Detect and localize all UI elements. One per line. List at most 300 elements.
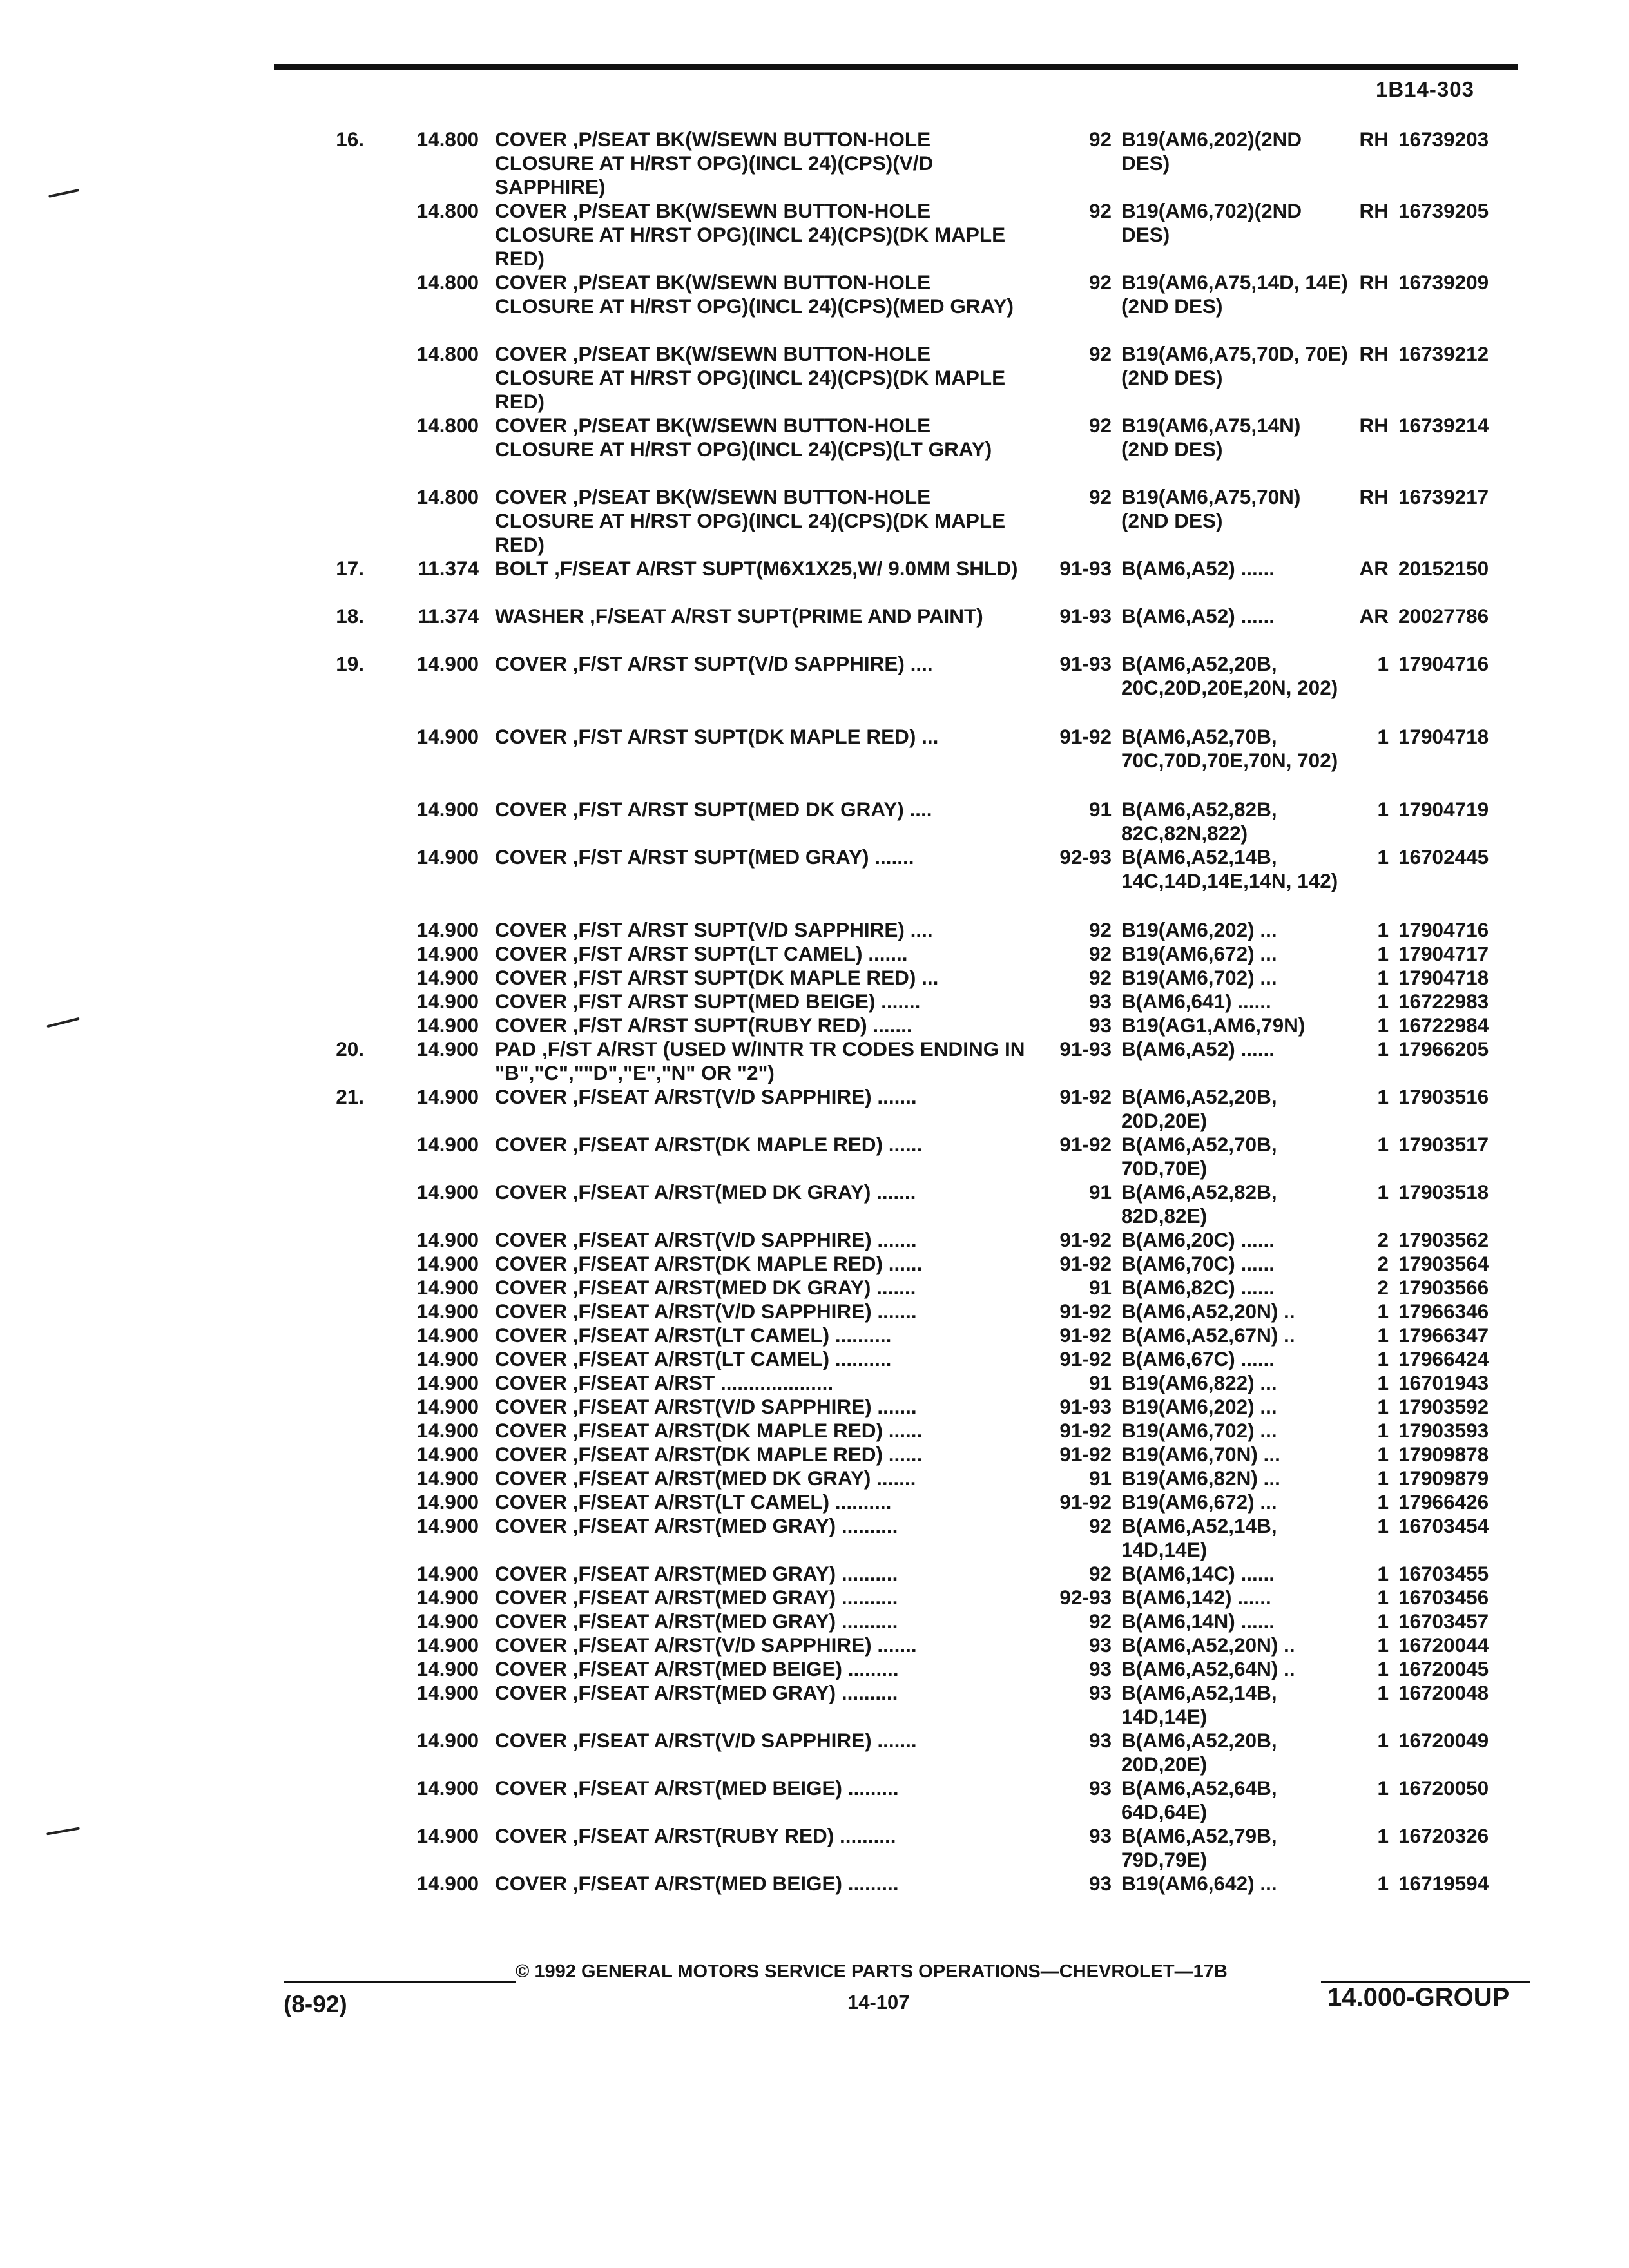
group-number: 14.800 [416, 128, 479, 151]
part-description [495, 1610, 1030, 1633]
model-year: 92 [1088, 966, 1112, 989]
part-number: 16722984 [1398, 1014, 1489, 1037]
part-detail: ,F/SEAT A/RST(MED DK GRAY) ....... [572, 1276, 916, 1299]
group-number: 14.900 [416, 1014, 479, 1037]
model-code: B19(AM6,702) ... [1121, 1419, 1277, 1442]
model-year: 91 [1088, 1276, 1112, 1299]
group-number: 14.900 [416, 918, 479, 941]
part-name: COVER [495, 1300, 568, 1323]
part-number: 16703454 [1398, 1514, 1489, 1537]
part-description [495, 1729, 1030, 1753]
quantity: 1 [1377, 1562, 1389, 1585]
table-row [0, 845, 1629, 917]
quantity: 1 [1377, 798, 1389, 821]
model-code: B(AM6,A52) ...... [1121, 557, 1275, 580]
part-number: 16739205 [1398, 199, 1489, 222]
group-label: 14.000-GROUP [1327, 1983, 1510, 2012]
part-detail: ,F/SEAT A/RST(MED BEIGE) ......... [572, 1776, 899, 1800]
part-name: COVER [495, 798, 568, 821]
quantity: 1 [1377, 1490, 1389, 1514]
group-number: 14.900 [416, 725, 479, 748]
table-row [0, 1681, 1629, 1729]
model-code: B(AM6,A52,79B, 79D,79E) [1121, 1824, 1277, 1871]
quantity: 1 [1377, 942, 1389, 965]
group-number: 14.900 [416, 1514, 479, 1537]
table-row [0, 128, 1629, 199]
part-number: 16720049 [1398, 1729, 1489, 1752]
model-code: B19(AM6,A75,14D, 14E)(2ND DES) [1121, 271, 1348, 318]
part-description [495, 1276, 1030, 1300]
part-name: BOLT [495, 557, 549, 580]
quantity: 1 [1377, 1610, 1389, 1633]
page-number: 14-107 [847, 1991, 910, 2013]
part-description [495, 271, 1030, 318]
group-number: 14.900 [416, 1681, 479, 1704]
table-row [0, 1872, 1629, 1896]
quantity: RH [1359, 342, 1389, 365]
item-number: 21. [336, 1085, 364, 1108]
part-description [495, 725, 1030, 749]
part-detail: ,P/SEAT BK(W/SEWN BUTTON-HOLE CLOSURE AT H/RST OPG)(INCL 24)(CPS)(DK MAPLE RED) [495, 199, 1006, 270]
part-number: 17903516 [1398, 1085, 1489, 1108]
part-detail: ,F/SEAT A/RST(DK MAPLE RED) ...... [572, 1443, 923, 1466]
table-row [0, 1180, 1629, 1228]
model-code: B(AM6,A52,20N) .. [1121, 1300, 1295, 1323]
group-number: 14.900 [416, 1610, 479, 1633]
model-year: 92 [1088, 1610, 1112, 1633]
part-detail: ,F/SEAT A/RST(MED GRAY) .......... [572, 1514, 898, 1537]
model-code: B(AM6,A52) ...... [1121, 1037, 1275, 1061]
part-name: COVER [495, 652, 568, 675]
part-detail: ,F/ST A/RST SUPT(DK MAPLE RED) ... [572, 966, 939, 989]
group-number: 14.800 [416, 414, 479, 437]
model-year: 92-93 [1059, 1586, 1112, 1609]
model-code: B19(AM6,642) ... [1121, 1872, 1277, 1895]
group-number: 14.800 [416, 485, 479, 508]
part-name: COVER [495, 1586, 568, 1609]
table-row [0, 1419, 1629, 1443]
part-number: 17966205 [1398, 1037, 1489, 1061]
quantity: 1 [1377, 1133, 1389, 1156]
part-number: 17904718 [1398, 725, 1489, 748]
model-year: 92 [1088, 485, 1112, 508]
model-code: B(AM6,20C) ...... [1121, 1228, 1275, 1251]
part-number: 16722983 [1398, 990, 1489, 1013]
group-number: 14.900 [416, 966, 479, 989]
part-detail: ,F/SEAT A/RST(LT CAMEL) .......... [572, 1347, 892, 1370]
quantity: 1 [1377, 1395, 1389, 1418]
group-number: 14.900 [416, 1323, 479, 1347]
revision-date: (8-92) [284, 1991, 347, 2017]
model-year: 93 [1088, 1776, 1112, 1800]
group-number: 14.900 [416, 990, 479, 1013]
part-number: 17909879 [1398, 1466, 1489, 1490]
part-name: COVER [495, 128, 568, 151]
part-number: 17904719 [1398, 798, 1489, 821]
model-code: B(AM6,A52,64B, 64D,64E) [1121, 1776, 1277, 1823]
group-number: 11.374 [418, 604, 479, 628]
table-row [0, 990, 1629, 1014]
model-code: B19(AM6,70N) ... [1121, 1443, 1280, 1466]
model-year: 92 [1088, 918, 1112, 941]
table-row [0, 1610, 1629, 1633]
model-code: B19(AM6,702) ... [1121, 966, 1277, 989]
part-number: 16739212 [1398, 342, 1489, 365]
group-number: 14.800 [416, 199, 479, 222]
quantity: 2 [1377, 1252, 1389, 1275]
part-description [495, 1443, 1030, 1466]
model-code: B(AM6,142) ...... [1121, 1586, 1271, 1609]
model-year: 93 [1088, 990, 1112, 1013]
part-number: 16739203 [1398, 128, 1489, 151]
part-detail: ,F/SEAT A/RST(MED BEIGE) ......... [572, 1872, 899, 1895]
part-name: COVER [495, 845, 568, 869]
part-detail: ,P/SEAT BK(W/SEWN BUTTON-HOLE CLOSURE AT H/RST OPG)(INCL 24)(CPS)(MED GRAY) [495, 271, 1014, 318]
group-number: 14.900 [416, 1133, 479, 1156]
model-year: 91-92 [1059, 1347, 1112, 1370]
part-number: 16701943 [1398, 1371, 1489, 1394]
model-year: 91-93 [1059, 1037, 1112, 1061]
model-code: B(AM6,A52) ...... [1121, 604, 1275, 628]
table-row [0, 1729, 1629, 1776]
part-name: COVER [495, 1633, 568, 1657]
model-year: 91 [1088, 1466, 1112, 1490]
quantity: 1 [1377, 1729, 1389, 1752]
model-code: B19(AM6,702)(2ND DES) [1121, 199, 1302, 246]
group-number: 14.900 [416, 1562, 479, 1585]
model-year: 92 [1088, 271, 1112, 294]
part-description [495, 845, 1030, 869]
group-number: 14.900 [416, 1633, 479, 1657]
part-description [495, 990, 1030, 1014]
model-code: B(AM6,70C) ...... [1121, 1252, 1275, 1275]
part-number: 17903566 [1398, 1276, 1489, 1299]
model-year: 91-92 [1059, 1228, 1112, 1251]
part-description [495, 798, 1030, 822]
item-number: 18. [336, 604, 364, 628]
group-number: 14.900 [416, 1347, 479, 1370]
group-number: 11.374 [418, 557, 479, 580]
table-row [0, 1037, 1629, 1085]
part-description [495, 1228, 1030, 1252]
model-year: 91-92 [1059, 1133, 1112, 1156]
part-number: 16719594 [1398, 1872, 1489, 1895]
part-detail: ,F/SEAT A/RST SUPT(M6X1X25,W/ 9.0MM SHLD) [554, 557, 1018, 580]
part-description [495, 604, 1030, 628]
part-description [495, 1633, 1030, 1657]
table-row [0, 1490, 1629, 1514]
group-number: 14.900 [416, 1776, 479, 1800]
part-detail: ,F/ST A/RST SUPT(V/D SAPPHIRE) .... [572, 652, 933, 675]
group-number: 14.900 [416, 1371, 479, 1394]
part-name: COVER [495, 1395, 568, 1418]
part-name: COVER [495, 271, 568, 294]
group-number: 14.900 [416, 1276, 479, 1299]
part-detail: ,F/SEAT A/RST(V/D SAPPHIRE) ....... [572, 1395, 917, 1418]
model-code: B19(AG1,AM6,79N) [1121, 1014, 1306, 1037]
model-year: 91-92 [1059, 725, 1112, 748]
part-name: COVER [495, 1776, 568, 1800]
group-number: 14.900 [416, 1824, 479, 1847]
part-name: COVER [495, 1419, 568, 1442]
quantity: 2 [1377, 1228, 1389, 1251]
part-detail: ,P/SEAT BK(W/SEWN BUTTON-HOLE CLOSURE AT H/RST OPG)(INCL 24)(CPS)(LT GRAY) [495, 414, 992, 461]
part-detail: ,F/SEAT A/RST(MED DK GRAY) ....... [572, 1180, 916, 1204]
part-detail: ,F/SEAT A/RST(V/D SAPPHIRE) ....... [572, 1228, 917, 1251]
part-detail: ,F/ST A/RST (USED W/INTR TR CODES ENDING IN "B","C",""D","E","N" OR "2") [495, 1037, 1025, 1084]
quantity: 1 [1377, 1323, 1389, 1347]
table-row [0, 1276, 1629, 1300]
table-row [0, 1228, 1629, 1252]
model-year: 93 [1088, 1014, 1112, 1037]
model-year: 93 [1088, 1872, 1112, 1895]
table-row [0, 1395, 1629, 1419]
model-year: 93 [1088, 1657, 1112, 1680]
part-number: 17903593 [1398, 1419, 1489, 1442]
model-code: B(AM6,A52,20B, 20C,20D,20E,20N, 202) [1121, 652, 1338, 699]
part-detail: ,F/SEAT A/RST(MED GRAY) .......... [572, 1610, 898, 1633]
table-row [0, 1085, 1629, 1133]
model-year: 91-93 [1059, 652, 1112, 675]
model-year: 91-92 [1059, 1443, 1112, 1466]
part-description [495, 1490, 1030, 1514]
part-number: 17966426 [1398, 1490, 1489, 1514]
part-name: COVER [495, 1443, 568, 1466]
model-year: 93 [1088, 1681, 1112, 1704]
part-description [495, 1776, 1030, 1800]
part-detail: ,F/SEAT A/RST(V/D SAPPHIRE) ....... [572, 1729, 917, 1752]
part-detail: ,F/SEAT A/RST(V/D SAPPHIRE) ....... [572, 1300, 917, 1323]
table-row [0, 414, 1629, 485]
model-code: B19(AM6,A75,70N) (2ND DES) [1121, 485, 1301, 532]
part-detail: ,F/SEAT A/RST(MED BEIGE) ......... [572, 1657, 899, 1680]
model-code: B(AM6,14N) ...... [1121, 1610, 1275, 1633]
part-description [495, 1657, 1030, 1681]
part-detail: ,F/SEAT A/RST(V/D SAPPHIRE) ....... [572, 1633, 917, 1657]
part-description [495, 1562, 1030, 1586]
model-year: 93 [1088, 1729, 1112, 1752]
quantity: 1 [1377, 1466, 1389, 1490]
part-name: COVER [495, 990, 568, 1013]
model-year: 91-92 [1059, 1419, 1112, 1442]
group-number: 14.900 [416, 1252, 479, 1275]
part-detail: ,F/SEAT A/RST(MED GRAY) .......... [572, 1586, 898, 1609]
part-number: 16720050 [1398, 1776, 1489, 1800]
part-name: COVER [495, 725, 568, 748]
part-number: 16720044 [1398, 1633, 1489, 1657]
model-year: 91 [1088, 1180, 1112, 1204]
part-number: 20027786 [1398, 604, 1489, 628]
table-row [0, 1657, 1629, 1681]
part-detail: ,F/ST A/RST SUPT(LT CAMEL) ....... [572, 942, 908, 965]
part-description [495, 1824, 1030, 1848]
quantity: 1 [1377, 1872, 1389, 1895]
part-number: 17903592 [1398, 1395, 1489, 1418]
table-row [0, 1443, 1629, 1466]
quantity: 2 [1377, 1276, 1389, 1299]
part-number: 16739209 [1398, 271, 1489, 294]
model-year: 93 [1088, 1824, 1112, 1847]
model-code: B(AM6,A52,70B, 70D,70E) [1121, 1133, 1277, 1180]
part-description [495, 485, 1030, 557]
model-code: B(AM6,A52,67N) .. [1121, 1323, 1295, 1347]
part-description [495, 1037, 1030, 1085]
part-name: COVER [495, 1252, 568, 1275]
part-description [495, 1681, 1030, 1705]
group-number: 14.900 [416, 1419, 479, 1442]
part-detail: ,F/SEAT A/RST .................... [572, 1371, 834, 1394]
model-code: B19(AM6,82N) ... [1121, 1466, 1280, 1490]
part-name: COVER [495, 918, 568, 941]
model-code: B(AM6,A52,14B, 14C,14D,14E,14N, 142) [1121, 845, 1338, 892]
part-detail: ,F/SEAT A/RST SUPT(PRIME AND PAINT) [590, 604, 983, 628]
part-detail: ,F/ST A/RST SUPT(RUBY RED) ....... [572, 1014, 912, 1037]
part-name: COVER [495, 942, 568, 965]
item-number: 16. [336, 128, 364, 151]
model-year: 92 [1088, 1562, 1112, 1585]
table-row [0, 604, 1629, 652]
group-number: 14.900 [416, 652, 479, 675]
model-code: B19(AM6,672) ... [1121, 1490, 1277, 1514]
part-name: COVER [495, 1014, 568, 1037]
part-description [495, 1085, 1030, 1109]
model-code: B(AM6,641) ...... [1121, 990, 1271, 1013]
model-year: 92-93 [1059, 845, 1112, 869]
part-description [495, 1872, 1030, 1896]
table-row [0, 1252, 1629, 1276]
part-number: 17904716 [1398, 652, 1489, 675]
part-name: COVER [495, 1514, 568, 1537]
quantity: 1 [1377, 918, 1389, 941]
quantity: AR [1359, 557, 1389, 580]
part-description [495, 1133, 1030, 1157]
part-detail: ,P/SEAT BK(W/SEWN BUTTON-HOLE CLOSURE AT H/RST OPG)(INCL 24)(CPS)(DK MAPLE RED) [495, 485, 1006, 556]
table-row [0, 485, 1629, 557]
quantity: 1 [1377, 1419, 1389, 1442]
table-row [0, 271, 1629, 342]
quantity: RH [1359, 414, 1389, 437]
part-detail: ,F/SEAT A/RST(DK MAPLE RED) ...... [572, 1133, 923, 1156]
part-description [495, 942, 1030, 966]
part-detail: ,F/SEAT A/RST(MED GRAY) .......... [572, 1562, 898, 1585]
model-code: B19(AM6,A75,14N) (2ND DES) [1121, 414, 1301, 461]
part-number: 16720045 [1398, 1657, 1489, 1680]
model-year: 92 [1088, 128, 1112, 151]
group-number: 14.800 [416, 342, 479, 365]
quantity: 1 [1377, 652, 1389, 675]
part-number: 17903518 [1398, 1180, 1489, 1204]
parts-catalog-table [0, 128, 1629, 1896]
group-number: 14.900 [416, 1180, 479, 1204]
model-year: 91-93 [1059, 604, 1112, 628]
part-number: 17909878 [1398, 1443, 1489, 1466]
quantity: 1 [1377, 1681, 1389, 1704]
model-year: 92 [1088, 1514, 1112, 1537]
group-number: 14.900 [416, 1490, 479, 1514]
part-number: 16702445 [1398, 845, 1489, 869]
part-number: 20152150 [1398, 557, 1489, 580]
part-description [495, 1395, 1030, 1419]
part-name: COVER [495, 1681, 568, 1704]
model-year: 92 [1088, 199, 1112, 222]
part-description [495, 652, 1030, 676]
part-name: COVER [495, 485, 568, 508]
part-number: 17903517 [1398, 1133, 1489, 1156]
part-name: COVER [495, 1657, 568, 1680]
part-number: 16703455 [1398, 1562, 1489, 1585]
part-detail: ,F/ST A/RST SUPT(MED DK GRAY) .... [572, 798, 932, 821]
table-row [0, 1347, 1629, 1371]
part-number: 17904716 [1398, 918, 1489, 941]
quantity: 1 [1377, 1085, 1389, 1108]
quantity: RH [1359, 128, 1389, 151]
model-code: B(AM6,A52,14B, 14D,14E) [1121, 1514, 1277, 1561]
part-detail: ,P/SEAT BK(W/SEWN BUTTON-HOLE CLOSURE AT H/RST OPG)(INCL 24)(CPS)(DK MAPLE RED) [495, 342, 1006, 413]
model-code: B(AM6,A52,64N) .. [1121, 1657, 1295, 1680]
part-detail: ,F/SEAT A/RST(LT CAMEL) .......... [572, 1323, 892, 1347]
group-number: 14.900 [416, 1872, 479, 1895]
part-description [495, 1419, 1030, 1443]
group-number: 14.900 [416, 1395, 479, 1418]
group-number: 14.900 [416, 1228, 479, 1251]
part-number: 17903562 [1398, 1228, 1489, 1251]
model-code: B19(AM6,A75,70D, 70E)(2ND DES) [1121, 342, 1348, 389]
table-row [0, 1824, 1629, 1872]
part-name: COVER [495, 1228, 568, 1251]
part-name: COVER [495, 1133, 568, 1156]
quantity: 1 [1377, 1657, 1389, 1680]
table-row [0, 1014, 1629, 1037]
table-row [0, 942, 1629, 966]
model-code: B(AM6,67C) ...... [1121, 1347, 1275, 1370]
part-name: COVER [495, 1610, 568, 1633]
part-name: COVER [495, 1276, 568, 1299]
model-code: B19(AM6,202)(2ND DES) [1121, 128, 1302, 175]
table-row [0, 1371, 1629, 1395]
part-detail: ,F/ST A/RST SUPT(MED BEIGE) ....... [572, 990, 921, 1013]
part-description [495, 1180, 1030, 1204]
model-year: 92 [1088, 942, 1112, 965]
model-code: B(AM6,A52,82B, 82D,82E) [1121, 1180, 1277, 1227]
table-row [0, 725, 1629, 796]
quantity: AR [1359, 604, 1389, 628]
group-number: 14.900 [416, 845, 479, 869]
model-year: 92 [1088, 414, 1112, 437]
item-number: 17. [336, 557, 364, 580]
part-description [495, 199, 1030, 271]
table-row [0, 1562, 1629, 1586]
part-number: 17904717 [1398, 942, 1489, 965]
group-number: 14.900 [416, 942, 479, 965]
footer-rule-left [284, 1981, 516, 1983]
item-number: 20. [336, 1037, 364, 1061]
model-code: B(AM6,A52,20B, 20D,20E) [1121, 1729, 1277, 1776]
part-name: COVER [495, 1085, 568, 1108]
part-number: 16720326 [1398, 1824, 1489, 1847]
table-row [0, 966, 1629, 990]
part-name: COVER [495, 1180, 568, 1204]
part-number: 16739214 [1398, 414, 1489, 437]
page-reference: 1B14-303 [1376, 77, 1474, 101]
part-name: COVER [495, 199, 568, 222]
part-detail: ,F/SEAT A/RST(DK MAPLE RED) ...... [572, 1419, 923, 1442]
quantity: RH [1359, 271, 1389, 294]
table-row [0, 1514, 1629, 1562]
group-number: 14.900 [416, 1466, 479, 1490]
part-description [495, 414, 1030, 461]
quantity: 1 [1377, 1776, 1389, 1800]
part-name: WASHER [495, 604, 584, 628]
